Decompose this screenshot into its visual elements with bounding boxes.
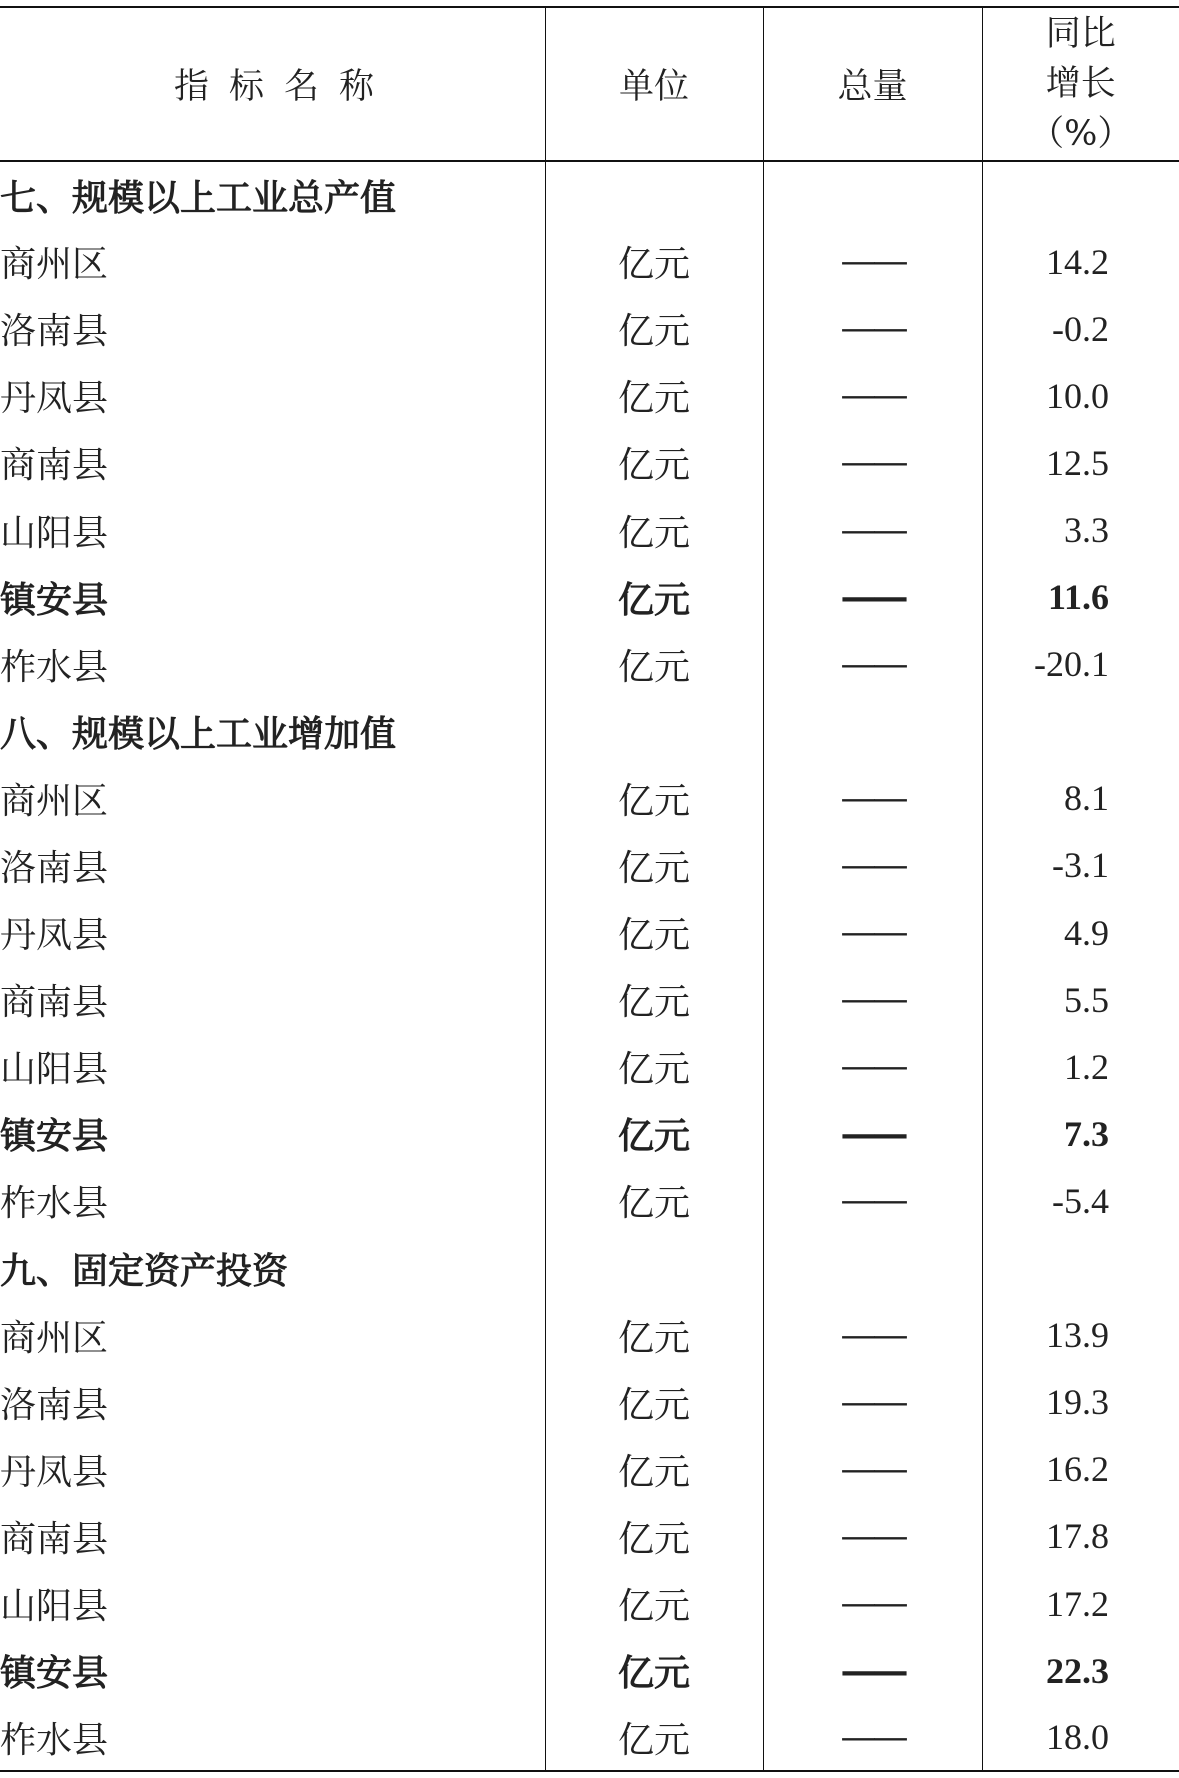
county-name: 商南县	[0, 982, 109, 1024]
table-row	[0, 1100, 1179, 1167]
table-row	[0, 429, 1179, 496]
growth-value: 13.9	[982, 1302, 1179, 1369]
unit-cell: 亿元	[545, 1100, 763, 1167]
table-row	[0, 228, 1179, 295]
unit-cell: 亿元	[545, 966, 763, 1033]
total-cell: ——	[763, 295, 982, 362]
total-cell: ——	[763, 1369, 982, 1436]
unit-cell: 亿元	[545, 765, 763, 832]
county-name: 镇安县	[0, 578, 109, 621]
total-cell: ——	[763, 631, 982, 698]
growth-value: 17.8	[982, 1503, 1179, 1570]
table-row	[0, 1033, 1179, 1100]
unit-cell: 亿元	[545, 362, 763, 429]
table-row	[0, 1503, 1179, 1570]
unit-cell: 亿元	[545, 429, 763, 496]
total-cell: ——	[763, 362, 982, 429]
table-row	[0, 1704, 1179, 1771]
header-growth-line-1: 同比	[1045, 14, 1116, 54]
county-name: 丹凤县	[0, 378, 109, 420]
table-row	[0, 295, 1179, 362]
unit-cell: 亿元	[545, 228, 763, 295]
table-row	[0, 1369, 1179, 1436]
unit-cell: 亿元	[545, 564, 763, 631]
header-yoy-growth	[982, 7, 1179, 161]
growth-value: 4.9	[982, 899, 1179, 966]
growth-value: 17.2	[982, 1570, 1179, 1637]
total-cell: ——	[763, 1637, 982, 1704]
empty-cell	[763, 698, 982, 765]
total-cell: ——	[763, 1704, 982, 1771]
empty-cell	[982, 698, 1179, 765]
growth-value: 22.3	[982, 1637, 1179, 1704]
total-cell: ——	[763, 1503, 982, 1570]
unit-cell: 亿元	[545, 899, 763, 966]
county-name: 商州区	[0, 244, 109, 286]
empty-cell	[763, 1235, 982, 1302]
unit-cell: 亿元	[545, 1167, 763, 1234]
county-name: 洛南县	[0, 847, 109, 889]
total-cell: ——	[763, 1302, 982, 1369]
empty-cell	[545, 161, 763, 228]
header-total: 总量	[763, 7, 982, 161]
unit-cell: 亿元	[545, 1704, 763, 1771]
unit-cell: 亿元	[545, 1570, 763, 1637]
total-cell: ——	[763, 765, 982, 832]
empty-cell	[982, 1235, 1179, 1302]
total-cell: ——	[763, 1100, 982, 1167]
growth-value: 14.2	[982, 228, 1179, 295]
growth-value: -5.4	[982, 1167, 1179, 1234]
total-cell: ——	[763, 496, 982, 563]
unit-cell: 亿元	[545, 832, 763, 899]
section-title: 八、规模以上工业增加值	[0, 712, 397, 755]
unit-cell: 亿元	[545, 1503, 763, 1570]
table-row	[0, 1637, 1179, 1704]
total-cell: ——	[763, 1570, 982, 1637]
table-row	[0, 765, 1179, 832]
county-name: 镇安县	[0, 1115, 109, 1158]
county-name: 镇安县	[0, 1652, 109, 1695]
county-name: 商州区	[0, 780, 109, 822]
unit-cell: 亿元	[545, 496, 763, 563]
table-row	[0, 564, 1179, 631]
total-cell: ——	[763, 1436, 982, 1503]
empty-cell	[545, 698, 763, 765]
county-name: 丹凤县	[0, 915, 109, 957]
county-name: 丹凤县	[0, 1451, 109, 1493]
table-row	[0, 1436, 1179, 1503]
county-name: 柞水县	[0, 646, 109, 688]
growth-value: 18.0	[982, 1704, 1179, 1771]
table-row	[0, 496, 1179, 563]
header-row	[0, 7, 1179, 161]
county-name: 柞水县	[0, 1704, 545, 1771]
growth-value: 8.1	[982, 765, 1179, 832]
table-row	[0, 966, 1179, 1033]
table-row	[0, 899, 1179, 966]
county-name: 山阳县	[0, 1586, 109, 1628]
county-name: 山阳县	[0, 1049, 109, 1091]
county-name: 商南县	[0, 445, 109, 487]
header-indicator-name: 指标名称	[0, 7, 545, 161]
unit-cell: 亿元	[545, 1369, 763, 1436]
total-cell: ——	[763, 1167, 982, 1234]
table-row	[0, 1302, 1179, 1369]
growth-value: 5.5	[982, 966, 1179, 1033]
unit-cell: 亿元	[545, 295, 763, 362]
table-body	[0, 161, 1179, 1771]
empty-cell	[545, 1235, 763, 1302]
header-growth-line-3: （%）	[1029, 114, 1133, 154]
section-row	[0, 161, 1179, 228]
county-name: 山阳县	[0, 512, 109, 554]
table-row	[0, 362, 1179, 429]
county-name: 商州区	[0, 1317, 109, 1359]
table-row	[0, 1570, 1179, 1637]
section-row	[0, 698, 1179, 765]
growth-value: -20.1	[982, 631, 1179, 698]
growth-value: 3.3	[982, 496, 1179, 563]
section-title: 七、规模以上工业总产值	[0, 176, 397, 219]
table-row	[0, 1167, 1179, 1234]
section-row	[0, 1235, 1179, 1302]
header-unit: 单位	[545, 7, 763, 161]
unit-cell: 亿元	[545, 1302, 763, 1369]
unit-cell: 亿元	[545, 1637, 763, 1704]
total-cell: ——	[763, 564, 982, 631]
growth-value: 11.6	[982, 564, 1179, 631]
empty-cell	[763, 161, 982, 228]
unit-cell: 亿元	[545, 1033, 763, 1100]
table-row	[0, 832, 1179, 899]
total-cell: ——	[763, 1033, 982, 1100]
growth-value: 7.3	[982, 1100, 1179, 1167]
section-title: 九、固定资产投资	[0, 1249, 289, 1292]
county-name: 洛南县	[0, 1384, 109, 1426]
total-cell: ——	[763, 429, 982, 496]
total-cell: ——	[763, 899, 982, 966]
header-growth-line-2: 增长	[1045, 64, 1116, 104]
growth-value: -0.2	[982, 295, 1179, 362]
unit-cell: 亿元	[545, 631, 763, 698]
growth-value: 12.5	[982, 429, 1179, 496]
empty-cell	[982, 161, 1179, 228]
growth-value: 1.2	[982, 1033, 1179, 1100]
table-header	[0, 7, 1179, 161]
total-cell: ——	[763, 966, 982, 1033]
table-row	[0, 631, 1179, 698]
county-name: 柞水县	[0, 1183, 109, 1225]
growth-value: 10.0	[982, 362, 1179, 429]
county-name: 商南县	[0, 1518, 109, 1560]
statistics-table	[0, 6, 1179, 1772]
total-cell: ——	[763, 832, 982, 899]
growth-value: 19.3	[982, 1369, 1179, 1436]
unit-cell: 亿元	[545, 1436, 763, 1503]
growth-value: -3.1	[982, 832, 1179, 899]
total-cell: ——	[763, 228, 982, 295]
growth-value: 16.2	[982, 1436, 1179, 1503]
county-name: 洛南县	[0, 311, 109, 353]
